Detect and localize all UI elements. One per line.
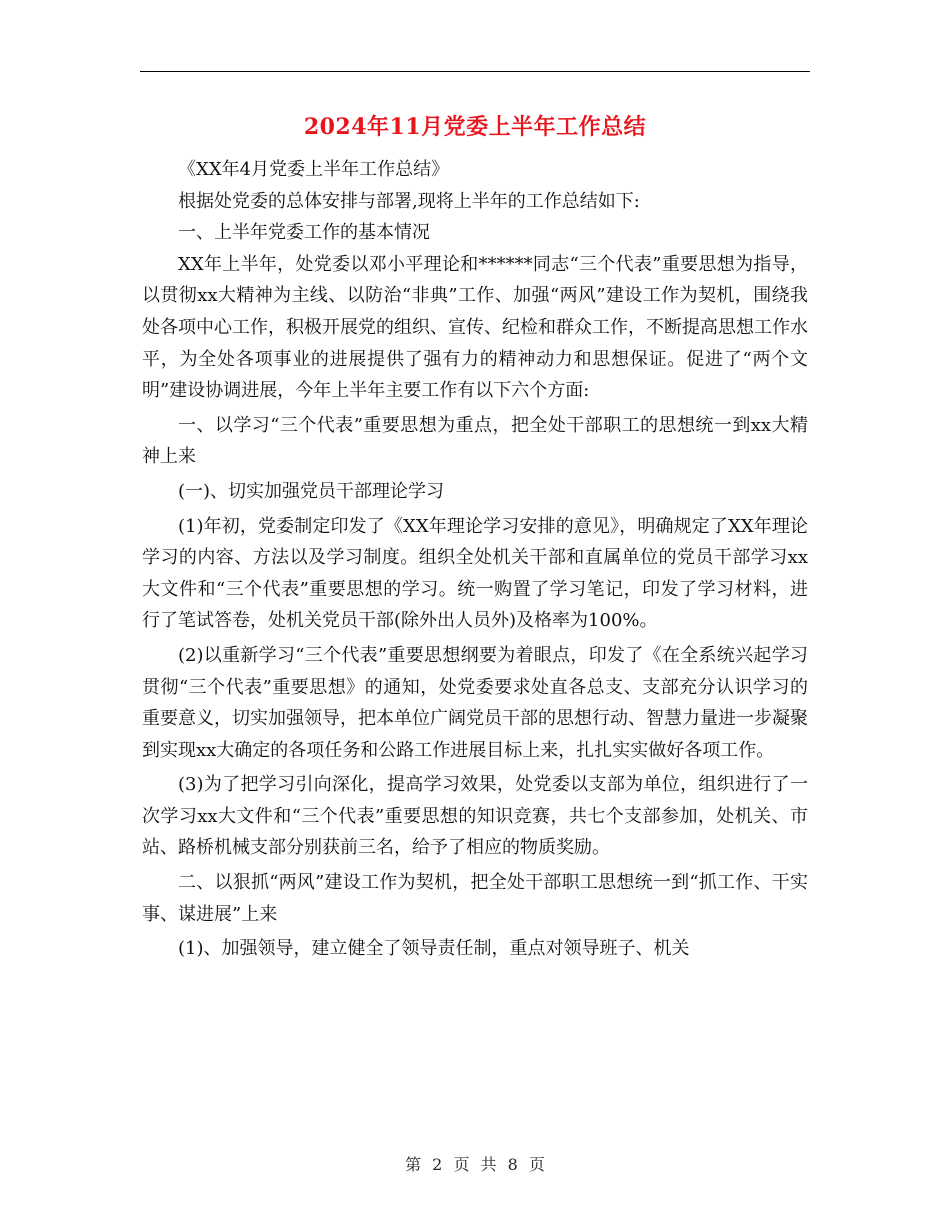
document-title: 2024年11月党委上半年工作总结 — [303, 114, 647, 140]
paragraph: 一、以学习“三个代表”重要思想为重点，把全处干部职工的思想统一到xx大精神上来 — [142, 414, 808, 468]
paragraph: XX年上半年，处党委以邓小平理论和******同志“三个代表”重要思想为指导，以贯彻xx大精神为主线、以防治“非典”工作、加强“两风”建设工作为契机，围绕我处各项中心工作，积极开展党的组织、宣传、纪检和群众工作，不断提高思想工作水平，为全处各项事业的进展提供了强有力的精神动力和思想保证。促进了“两个文明”建设协调进展，今年上半年主要工作有以下六个方面: — [142, 253, 808, 402]
paragraph: (1)年初，党委制定印发了《XX年理论学习安排的意见》，明确规定了XX年理论学习的内容、方法以及学习制度。组织全处机关干部和直属单位的党员干部学习xx大文件和“三个代表”重要思想的学习。统一购置了学习笔记，印发了学习材料，进行了笔试答卷，处机关党员干部(除外出人员外)及格率为100%。 — [142, 515, 808, 632]
page-number: 第 2 页 共 8 页 — [405, 1155, 545, 1174]
paragraph: 二、以狠抓“两风”建设工作为契机，把全处干部职工思想统一到“抓工作、干实事、谋进展”上来 — [142, 872, 808, 925]
paragraph: (3)为了把学习引向深化，提高学习效果，处党委以支部为单位，组织进行了一次学习xx大文件和“三个代表”重要思想的知识竞赛，共七个支部参加，处机关、市站、路桥机械支部分别获前三名，给予了相应的物质奖励。 — [142, 774, 808, 859]
paragraph: (1)、加强领导，建立健全了领导责任制，重点对领导班子、机关 — [178, 938, 690, 960]
paragraph: 根据处党委的总体安排与部署,现将上半年的工作总结如下: — [178, 190, 640, 212]
paragraph: (2)以重新学习“三个代表”重要思想纲要为着眼点，印发了《在全系统兴起学习贯彻“三个代表”重要思想》的通知，处党委要求处直各总支、支部充分认识学习的重要意义，切实加强领导，把本单位广阔党员干部的思想行动、智慧力量进一步凝聚到实现xx大确定的各项任务和公路工作进展目标上来，扎扎实实做好各项工作。 — [142, 644, 808, 761]
paragraph: (一)、切实加强党员干部理论学习 — [178, 480, 445, 502]
paragraph: 一、上半年党委工作的基本情况 — [178, 222, 430, 244]
paragraph: 《XX年4月党委上半年工作总结》 — [178, 159, 450, 180]
header-rule — [140, 71, 810, 72]
document-body — [142, 154, 808, 965]
